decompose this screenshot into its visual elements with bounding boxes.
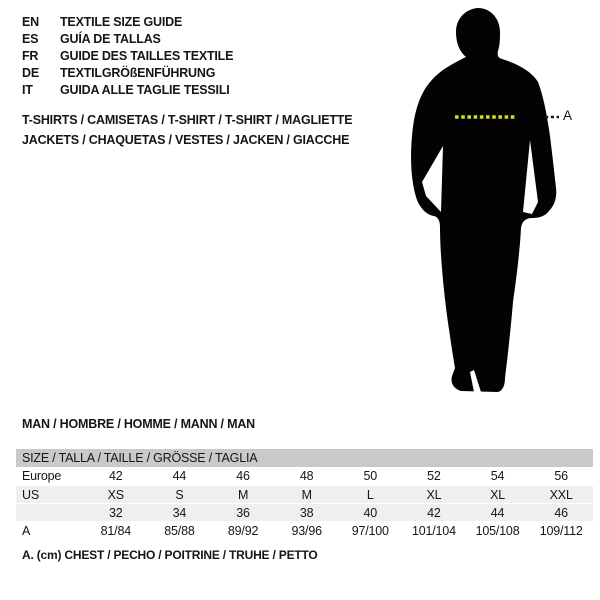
table-cell: 46 xyxy=(236,469,250,483)
lang-code: FR xyxy=(22,48,39,63)
table-cell: 52 xyxy=(427,469,441,483)
section-title-man: MAN / HOMBRE / HOMME / MANN / MAN xyxy=(22,417,255,431)
lang-label: GUIDE DES TAILLES TEXTILE xyxy=(60,48,234,63)
table-cell: XXL xyxy=(549,488,573,502)
table-cell: 101/104 xyxy=(412,524,456,538)
table-cell: 36 xyxy=(236,506,250,520)
table-cell: 42 xyxy=(109,469,123,483)
lang-row-es xyxy=(22,30,233,47)
lang-label: TEXTILGRÖßENFÜHRUNG xyxy=(60,65,216,80)
lang-code: IT xyxy=(22,82,33,97)
man-silhouette xyxy=(410,6,573,396)
language-list xyxy=(22,13,233,98)
table-cell: 81/84 xyxy=(100,524,131,538)
measurement-label-a: A xyxy=(563,108,573,123)
measurement-footnote: A. (cm) CHEST / PECHO / POITRINE / TRUHE / PETTO xyxy=(22,548,318,562)
size-table xyxy=(16,449,593,540)
garment-categories xyxy=(22,110,352,150)
row-label: US xyxy=(22,488,39,502)
table-cell: 93/96 xyxy=(291,524,322,538)
category-tshirts: T-SHIRTS / CAMISETAS / T-SHIRT / T-SHIRT / MAGLIETTE xyxy=(22,113,353,127)
table-cell: 50 xyxy=(363,469,378,483)
table-cell: 34 xyxy=(172,506,187,520)
table-cell: XL xyxy=(490,488,505,502)
lang-row-fr xyxy=(22,47,233,64)
table-cell: M xyxy=(237,488,249,502)
category-jackets: JACKETS / CHAQUETAS / VESTES / JACKEN / GIACCHE xyxy=(22,133,350,147)
table-cell: 56 xyxy=(554,469,568,483)
table-cell: 85/88 xyxy=(164,524,195,538)
lang-code: EN xyxy=(22,14,39,29)
table-row-chest-a xyxy=(16,522,593,540)
table-cell: XL xyxy=(426,488,442,502)
table-cell: 38 xyxy=(299,506,314,520)
table-row-numeric xyxy=(16,504,593,522)
table-cell: 32 xyxy=(109,506,123,520)
lang-label: GUÍA DE TALLAS xyxy=(60,31,161,46)
table-cell: 109/112 xyxy=(539,524,583,538)
lang-label: GUIDA ALLE TAGLIE TESSILI xyxy=(60,82,230,97)
table-cell: 105/108 xyxy=(475,524,520,538)
table-cell: 44 xyxy=(172,469,187,483)
table-cell: S xyxy=(175,488,184,502)
lang-row-en xyxy=(22,13,233,30)
table-cell: M xyxy=(301,488,312,502)
lang-code: ES xyxy=(22,31,39,46)
table-cell: 89/92 xyxy=(227,524,259,538)
table-cell: 44 xyxy=(490,506,505,520)
row-label xyxy=(16,504,84,522)
table-row-us xyxy=(16,486,593,504)
row-label: Europe xyxy=(22,469,62,483)
table-cell: XS xyxy=(107,488,124,502)
table-cell: 46 xyxy=(554,506,568,520)
table-cell: 40 xyxy=(363,506,378,520)
man-silhouette-svg xyxy=(410,6,573,396)
table-row-europe xyxy=(16,467,593,486)
table-cell: L xyxy=(366,488,374,502)
table-cell: 54 xyxy=(490,469,505,483)
table-cell: 42 xyxy=(427,506,441,520)
row-label: A xyxy=(22,524,31,538)
size-table-header xyxy=(16,449,593,467)
table-cell: 48 xyxy=(299,469,314,483)
table-cell: 97/100 xyxy=(351,524,389,538)
size-table-header-label: SIZE / TALLA / TAILLE / GRÖSSE / TAGLIA xyxy=(22,451,258,465)
lang-label: TEXTILE SIZE GUIDE xyxy=(60,14,183,29)
lang-code: DE xyxy=(22,65,39,80)
lang-row-de xyxy=(22,64,233,81)
lang-row-it xyxy=(22,81,233,98)
